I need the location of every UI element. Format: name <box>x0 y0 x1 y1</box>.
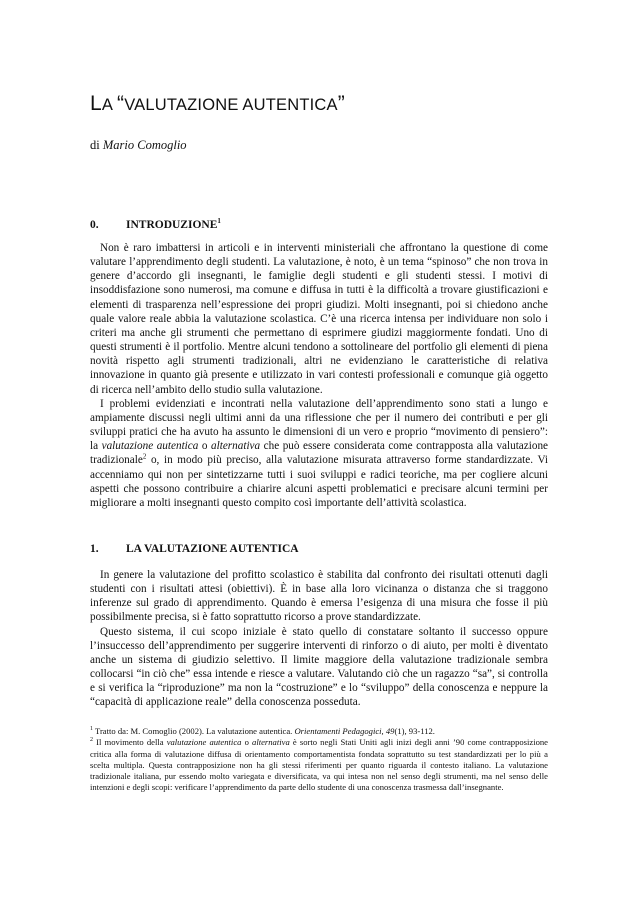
footnotes <box>90 726 548 794</box>
footnote-2 <box>90 737 548 793</box>
footnote-1-number: 1 <box>90 726 93 733</box>
article-title <box>90 92 345 116</box>
author-name: Mario Comoglio <box>102 138 187 152</box>
footnote-1-text-a: Tratto da: M. Comoglio (2002). La valutazione autentica. <box>93 726 295 736</box>
title-open-quote: “ <box>116 92 125 115</box>
footnote-ref-2: 2 <box>142 452 147 461</box>
footnote-2-italic-1: valutazione autentica <box>166 737 242 748</box>
p2-text-a: I problemi evidenziati e incontrati nella valutazione dell’apprendimento sono stati a lungo e ampiamente discussi negli ultimi anni da una riflessione che per il numero dei contributi e per gli sviluppi pratici che ha avuto ha assunto le dimensioni di un vero e proprio “movimento di pensiero”: la <box>90 397 548 453</box>
footnote-1-journal: Orientamenti Pedagogici, 49 <box>294 726 395 736</box>
section-0-body <box>90 241 548 510</box>
footnote-2-text-a: Il movimento della <box>93 737 167 748</box>
footnote-2-text-c: è sorto negli Stati Uniti agli inizi degli anni ’90 come contrapposizione critica alla forma di valutazione diffusa di orientamento comportamentista fondata soprattutto su test standardizzati per lo più a scelta multipla. Questa contrapposizione non ha gli stessi riferimenti per quanto riguarda il contesto italiano. La valutazione tradizionale italiana, pur essendo molto variegata e diversificata, va qui intesa non nel senso degli strumenti, ma nel senso delle intenzioni e degli scopi: verificare l’apprendimento da parte dello studente di una conoscenza trasmessa dall’insegnante. <box>90 737 548 793</box>
footnote-2-number: 2 <box>90 737 93 744</box>
footnote-2-text-b: o <box>241 737 253 748</box>
section-0-title: INTRODUZIONE <box>126 218 218 231</box>
title-text: VALUTAZIONE AUTENTICA <box>124 96 338 114</box>
p2-text-c: che può essere considerata come contrapposta alla valutazione tradizionale <box>90 440 549 467</box>
title-initial: L <box>90 92 102 115</box>
byline-prefix: di <box>90 138 103 152</box>
p2-text-d: o, in modo più preciso, alla valutazione misurata attraverso forme standardizzate. Vi accenniamo qui non per sintetizzarne tutti i suoi sviluppi e radici teoriche, ma per cogliere alcuni aspetti che possono contribuire a chiarire alcuni aspetti problematici e precisare alcuni termini per migliorare a molti insegnanti questo compito così importante dell’attività scolastica. <box>90 454 548 509</box>
footnote-1 <box>90 726 548 737</box>
byline <box>90 138 187 153</box>
section-1-heading <box>90 543 299 555</box>
section-1-paragraph-1: In genere la valutazione del profitto scolastico è stabilita dal confronto dei risultati ottenuti dagli studenti con i risultati attesi (obiettivi). È in base alla loro vicinanza o distanza che si traggono inferenze sul grado di apprendimento. Quando è emersa l’esigenza di una misura che fosse il più possibilmente precisa, si è fatto soprattutto ricorso a prove standardizzate. <box>90 569 548 624</box>
section-0-number: 0. <box>90 218 99 231</box>
section-1-title: LA VALUTAZIONE AUTENTICA <box>126 543 299 555</box>
section-0-heading <box>90 217 221 231</box>
section-1-body <box>90 568 548 710</box>
footnote-2-italic-2: alternativa <box>252 737 290 748</box>
title-initial-rest: A <box>101 96 117 114</box>
footnote-1-text-b: (1), 93-112. <box>394 726 435 736</box>
section-1-number: 1. <box>90 543 99 555</box>
section-0-paragraph-1: Non è raro imbattersi in articoli e in interventi ministeriali che affrontano la questione di come valutare l’apprendimento degli studenti. La valutazione, è noto, è un tema “spinoso” che non trova in genere d’accordo gli insegnanti, le famiglie degli studenti e gli studenti stessi. I motivi di insoddisfazione sono numerosi, ma comune e diffusa in tutti è la difficoltà a trovare giustificazioni e elementi di trasparenza nell’espressione dei propri giudizi. Molti insegnanti, poi si chiedono anche quale valore reale abbia la valutazione scolastica. C’è una ricerca intensa per individuare non solo i criteri ma anche gli strumenti che permettano di esprimere giudizi maggiormente fondati. Uno di questi strumenti è il portfolio. Mentre alcuni tendono a sottolineare del portfolio gli elementi di piena novità rispetto agli strumenti tradizionali, altri ne evidenziano le caratteristiche di relativa innovazione in quanto già presente e utilizzato in vari contesti professionali e comunque già oggetto di ricerca nell’ambito dello studio sulla valutazione. <box>90 242 548 396</box>
p2-italic-2: alternativa <box>211 440 261 453</box>
title-close-quote: ” <box>337 92 345 115</box>
footnote-ref-1: 1 <box>217 217 221 225</box>
section-1-paragraph-2: Questo sistema, il cui scopo iniziale è stato quello di constatare soltanto il successo oppure l’insuccesso dell’apprendimento per suggerire interventi di rinforzo o di aiuto, per molti è diventato anche un sistema di giudizio selettivo. Il limite maggiore della valutazione tradizionale sembra collocarsi “in ciò che” essa intende e riesce a valutare. Valutando ciò che un ragazzo “sa”, si controlla e si verifica la “riproduzione” ma non la “costruzione” e lo “sviluppo” della conoscenza e neppure la “capacità di applicazione reale” della conoscenza posseduta. <box>90 625 548 709</box>
section-0-paragraph-2 <box>90 397 548 510</box>
p2-italic-1: valutazione autentica <box>101 440 199 453</box>
p2-text-b: o <box>198 440 212 453</box>
